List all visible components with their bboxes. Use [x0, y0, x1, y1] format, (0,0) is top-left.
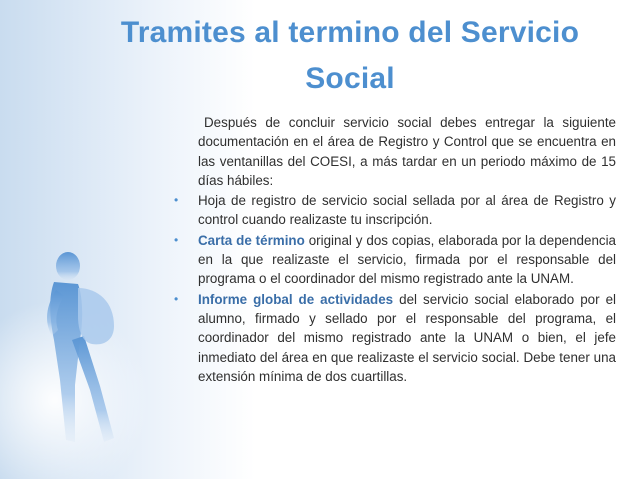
- bullet-icon: •: [174, 291, 179, 306]
- list-item: [168, 231, 616, 289]
- bullet-icon: •: [174, 193, 179, 208]
- list-item: [168, 191, 616, 230]
- item-text: original y dos copias, elaborada por la dependencia en la que realizaste el servicio, firmada por el responsable del programa o el coordinador del mismo registrado ante la UNAM.: [198, 232, 617, 287]
- title-line-1: Tramites al termino del Servicio: [120, 16, 580, 49]
- item-text: Hoja de registro de servicio social sellada por al área de Registro y control cuando realizaste tu inscripción.: [198, 193, 616, 228]
- item-text: del servicio social elaborado por el alumno, firmado y sellado por el responsable del programa, el coordinador del mismo registrado ante la UNAM o bien, el jefe inmediato del área en que realizaste el servicio social. Debe tener una extensión mínima de dos cuartillas.: [198, 291, 616, 384]
- content-body: [168, 113, 616, 386]
- bullet-icon: •: [174, 232, 179, 247]
- item-bold-label: Carta de término: [198, 232, 305, 248]
- intro-paragraph: Después de concluir servicio social debes entregar la siguiente documentación en el área de Registro y Control que se encuentra en las ventanillas del COESI, a más tardar en un periodo máximo de 15 días hábiles:: [198, 115, 616, 188]
- page-title: [80, 10, 620, 102]
- requirements-list: [168, 191, 616, 386]
- item-bold-label: Informe global de actividades: [198, 291, 394, 307]
- list-item: [168, 290, 616, 386]
- student-figure-illustration: [20, 180, 135, 479]
- title-line-2: Social: [305, 62, 395, 95]
